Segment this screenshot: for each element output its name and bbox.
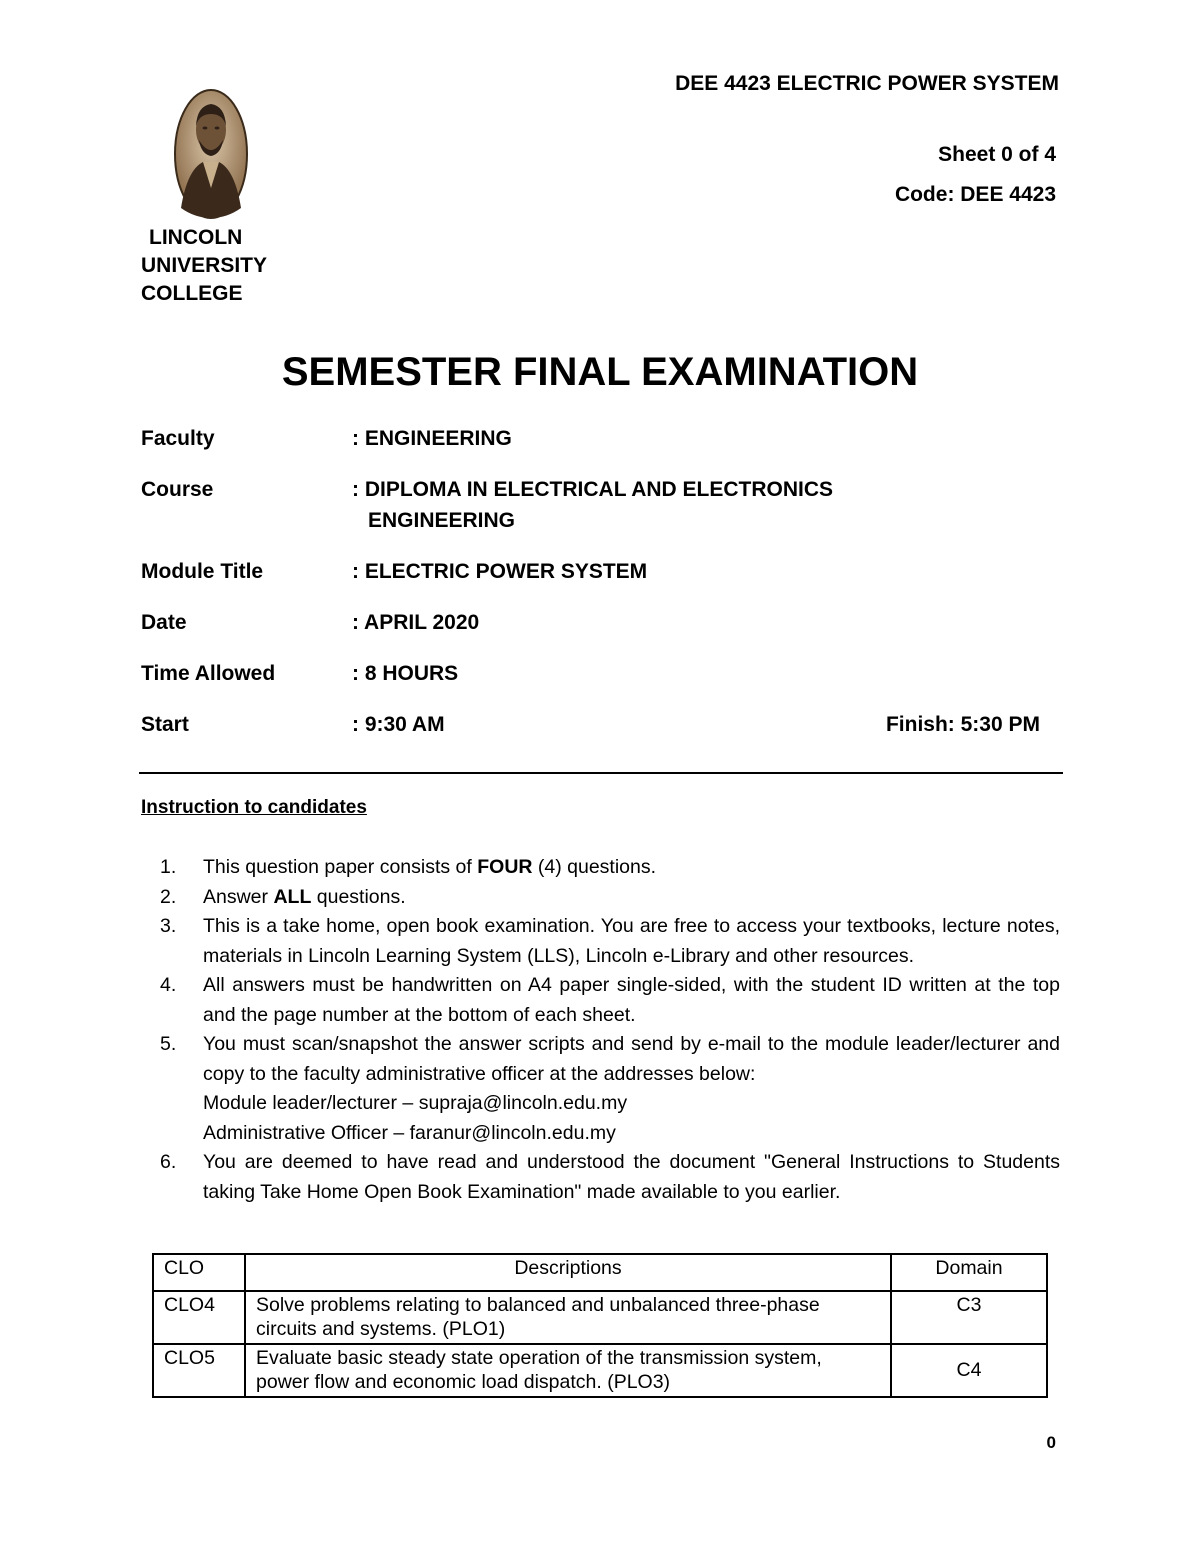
exam-title: SEMESTER FINAL EXAMINATION <box>281 350 919 394</box>
instructions-list <box>160 853 1060 1207</box>
description-cell: Evaluate basic steady state operation of the transmission system, power flow and economic load dispatch. (PLO3) <box>245 1344 891 1397</box>
start-value: : 9:30 AM <box>352 713 445 736</box>
instructions-heading: Instruction to candidates <box>141 797 367 818</box>
header-course-title: DEE 4423 ELECTRIC POWER SYSTEM <box>675 72 1059 95</box>
faculty-label: Faculty <box>141 427 215 450</box>
instruction-number: 2. <box>160 885 177 908</box>
date-value: : APRIL 2020 <box>352 611 480 634</box>
domain-cell: C3 <box>891 1291 1047 1344</box>
instruction-number: 4. <box>160 974 177 996</box>
instruction-emphasis: FOUR <box>477 856 533 878</box>
lecturer-email-line: Module leader/lecturer – supraja@lincoln.edu.my <box>203 1092 628 1114</box>
column-header-descriptions: Descriptions <box>245 1254 891 1291</box>
page-number: 0 <box>1046 1433 1056 1452</box>
instruction-text: Answer <box>203 885 274 908</box>
sheet-number: Sheet 0 of 4 <box>938 143 1056 166</box>
time-allowed-value: : 8 HOURS <box>352 662 459 685</box>
start-label: Start <box>141 713 189 736</box>
instruction-text: This is a take home, open book examination. You are free to access your textbooks, lecture notes, materials in Lincoln Learning System (LLS), Lincoln e-Library and other resources. <box>203 915 1060 967</box>
finish-time: Finish: 5:30 PM <box>885 713 1040 736</box>
course-value-line2: ENGINEERING <box>368 509 516 532</box>
column-header-domain: Domain <box>891 1254 1047 1291</box>
time-allowed-label: Time Allowed <box>141 662 276 685</box>
instruction-emphasis: ALL <box>273 885 312 908</box>
instruction-item <box>160 853 1060 883</box>
section-divider <box>139 772 1063 774</box>
admin-email-line: Administrative Officer – faranur@lincoln.edu.my <box>203 1121 616 1144</box>
table-row <box>153 1291 1047 1344</box>
instruction-text: You must scan/snapshot the answer scripts and send by e-mail to the module leader/lecturer and copy to the faculty administrative officer at the addresses below: <box>203 1033 1060 1085</box>
institution-name-line1: LINCOLN <box>149 226 243 249</box>
instruction-number: 1. <box>160 856 177 878</box>
course-code: Code: DEE 4423 <box>894 183 1056 206</box>
table-row <box>153 1344 1047 1397</box>
university-logo-portrait <box>173 88 249 220</box>
instruction-text: (4) questions. <box>532 856 657 878</box>
instruction-text: You are deemed to have read and understood the document "General Instructions to Students taking Take Home Open Book Examination" made available to you earlier. <box>203 1151 1060 1203</box>
instruction-item <box>160 883 1060 913</box>
instruction-number: 3. <box>160 915 177 937</box>
instruction-item <box>160 1148 1060 1207</box>
instruction-item <box>160 912 1060 971</box>
instruction-item <box>160 971 1060 1030</box>
instruction-item <box>160 1030 1060 1148</box>
institution-name-line3: COLLEGE <box>141 282 243 305</box>
module-title-value: : ELECTRIC POWER SYSTEM <box>352 560 648 583</box>
table-header-row <box>153 1254 1047 1291</box>
clo-cell: CLO4 <box>153 1291 245 1344</box>
institution-name <box>141 224 267 308</box>
instruction-number: 6. <box>160 1151 177 1173</box>
date-label: Date <box>141 611 187 634</box>
column-header-clo: CLO <box>153 1254 245 1291</box>
instruction-number: 5. <box>160 1033 177 1055</box>
domain-cell: C4 <box>891 1344 1047 1397</box>
faculty-value: : ENGINEERING <box>352 427 512 450</box>
institution-name-line2: UNIVERSITY <box>141 254 268 277</box>
clo-cell: CLO5 <box>153 1344 245 1397</box>
instruction-text: All answers must be handwritten on A4 paper single-sided, with the student ID written at the top and the page number at the bottom of each sheet. <box>203 974 1060 1026</box>
instruction-text: questions. <box>311 885 406 908</box>
module-title-label: Module Title <box>141 560 264 583</box>
course-value-line1: : DIPLOMA IN ELECTRICAL AND ELECTRONICS <box>352 478 834 501</box>
course-label: Course <box>141 478 214 501</box>
description-cell: Solve problems relating to balanced and unbalanced three-phase circuits and systems. (PLO1) <box>245 1291 891 1344</box>
course-value <box>352 474 833 536</box>
clo-table <box>152 1253 1048 1398</box>
instruction-text: This question paper consists of <box>203 856 478 878</box>
